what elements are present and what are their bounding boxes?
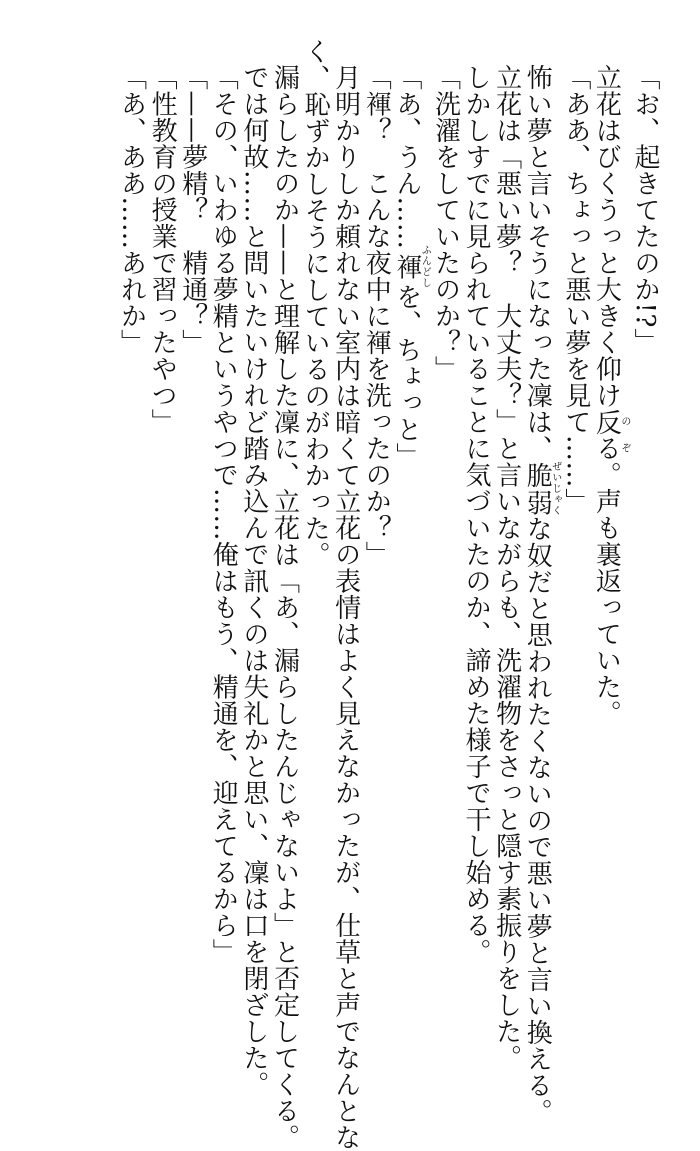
ruby-base: 反 <box>591 408 622 435</box>
ruby-reading: の <box>618 408 630 435</box>
text-run: 「お、起きてたのか!?」 <box>630 64 660 355</box>
text-run: 。声も裏返っていた。 <box>591 461 622 727</box>
text-run: 「あ、うん…… <box>391 64 422 250</box>
text-line <box>116 64 147 974</box>
text-line <box>299 38 330 974</box>
text-line <box>491 64 522 1071</box>
ruby-annotated-word <box>391 244 431 289</box>
ruby-reading: ぜいじゃく <box>549 461 561 516</box>
text-run: 「その、いわゆる夢精というやつで……俺はもう、精通を、迎えてるから」 <box>208 64 239 965</box>
text-run: 立花は「悪い夢？ 大丈夫？」と言いながらも、洗濯物をさっと隠す素振りをした。 <box>491 64 522 1071</box>
text-line <box>208 64 239 974</box>
text-line <box>238 64 269 1098</box>
text-run: 月明かりしか頼れない室内は暗くて立花の表情はよく見えなかったが、仕草と声でなんとな <box>330 64 361 1151</box>
ruby-annotated-word <box>522 461 561 516</box>
text-run: な奴だと思われたくないので悪い夢と言い換える。 <box>522 515 553 1125</box>
text-line <box>177 64 208 974</box>
text-run: 「ああ、ちょっと悪い夢を見て……」 <box>560 64 591 515</box>
text-line <box>560 64 591 974</box>
text-run: しかしすでに見られていることに気づいたのか、諦めた様子で干し始める。 <box>461 64 492 965</box>
text-line <box>522 64 561 1125</box>
text-run: 「あ、ああ……あれか」 <box>116 64 147 356</box>
text-line <box>269 64 300 1151</box>
text-run: く、恥ずかしそうにしているのがわかった。 <box>300 38 331 568</box>
text-run: 漏らしたのか——と理解した凜に、立花は「あ、漏らしたんじゃないよ」と否定してくる。 <box>269 64 300 1151</box>
text-run: 「褌？ こんな夜中に褌を洗ったのか？」 <box>361 64 392 568</box>
vertical-text-body <box>116 38 660 1151</box>
text-line <box>391 64 430 974</box>
text-run: 「性教育の授業で習ったやつ」 <box>147 64 178 435</box>
text-line <box>330 64 361 1151</box>
text-line <box>629 64 660 974</box>
text-line <box>460 64 491 974</box>
ruby-reading: ぞ <box>618 435 630 462</box>
ruby-annotated-word <box>591 408 630 436</box>
ruby-base: 褌 <box>391 244 422 289</box>
text-run: 怖い夢と言いそうになった凜は、 <box>522 64 553 462</box>
ruby-reading: ふんどし <box>419 244 431 289</box>
text-run: では何故……と問いたいけれど踏み込んで訊くのは失礼かと思い、凜は口を閉ざした。 <box>238 64 269 1098</box>
ruby-annotated-word <box>591 435 630 462</box>
text-line <box>430 64 461 974</box>
text-run: 立花はびくうっと大きく仰け <box>591 64 622 409</box>
text-run: を、ちょっと」 <box>391 283 422 469</box>
ruby-base: る <box>591 435 622 462</box>
text-line <box>147 64 178 974</box>
text-line <box>591 64 630 974</box>
text-line <box>361 64 392 974</box>
text-run: 「洗濯をしていたのか？」 <box>430 64 461 382</box>
ruby-base: 脆弱 <box>522 461 553 516</box>
text-run: 「——夢精？ 精通？」 <box>177 64 208 356</box>
